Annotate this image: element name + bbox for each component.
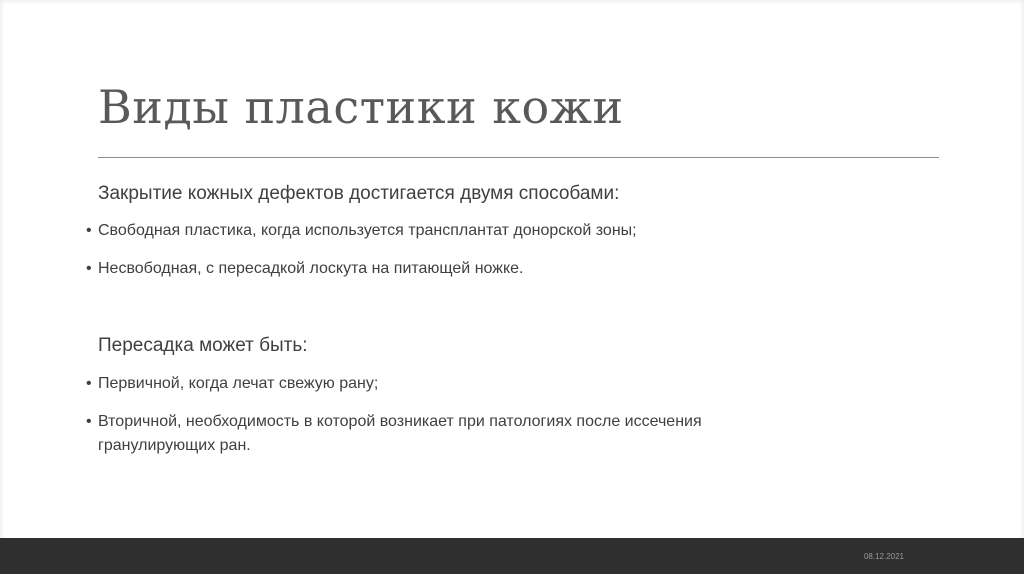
- bullet-marker: •: [86, 413, 92, 430]
- bullet-item: [86, 219, 946, 243]
- lead-text-1: Закрытие кожных дефектов достигается двумя способами:: [98, 183, 620, 204]
- title-divider: [98, 157, 939, 158]
- bullet-marker: •: [86, 260, 92, 277]
- bullet-text: Вторичной, необходимость в которой возникает при патологиях после иссечения гранулирующих ран.: [98, 413, 702, 454]
- slide-body: [86, 180, 946, 458]
- slide-date: 08.12.2021: [863, 552, 904, 561]
- bullet-marker: •: [86, 222, 92, 239]
- lead-text-2: Пересадка может быть:: [98, 335, 308, 356]
- bullet-marker: •: [86, 375, 92, 392]
- footer-bar: [0, 538, 1024, 574]
- slide-title: Виды пластики кожи: [98, 80, 624, 134]
- bullet-item: [86, 372, 946, 396]
- bullet-item: [86, 257, 946, 281]
- bullet-text: Несвободная, с пересадкой лоскута на питающей ножке.: [98, 260, 524, 277]
- bullet-text: Свободная пластика, когда используется трансплантат донорской зоны;: [98, 222, 637, 239]
- bullet-item: [86, 410, 946, 458]
- bullet-text: Первичной, когда лечат свежую рану;: [98, 375, 379, 392]
